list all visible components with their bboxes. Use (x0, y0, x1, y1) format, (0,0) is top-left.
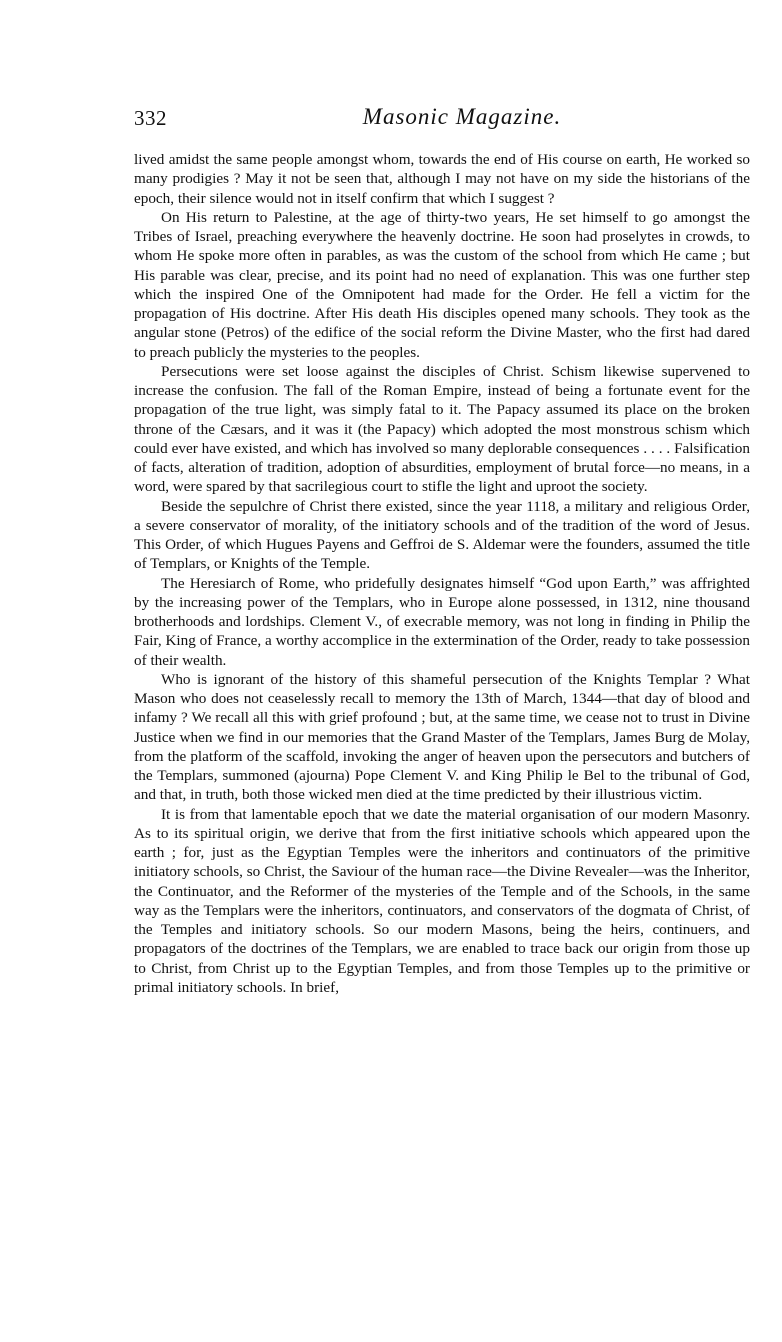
page-number: 332 (134, 106, 167, 130)
paragraph: It is from that lamentable epoch that we date the material organisation of our modern Masonry. As to its spiritual origin, we derive that from the first initiative schools which appeared upon the earth ; for, just as the Egyptian Temples were the inheritors and continuators of the primitive initiatory schools, so Christ, the Saviour of the human race—the Divine Revealer—was the Inheritor, the Continuator, and the Reformer of the mysteries of the Temple and of the Schools, in the same way as the Templars were the inheritors, continuators, and conservators of the dogmata of Christ, of the Temples and initiatory schools. So our modern Masons, being the heirs, continuers, and propagators of the doctrines of the Templars, we are enabled to trace back our origin from those up to Christ, from Christ up to the Egyptian Temples, and from those Temples up to the primitive or primal initiatory schools. In brief, (134, 805, 750, 996)
paragraph: On His return to Palestine, at the age of thirty-two years, He set himself to go amongst the Tribes of Israel, preaching everywhere the heavenly doctrine. He soon had proselytes in crowds, to whom He spoke more often in parables, as was the custom of the school from which He came ; but His parable was clear, precise, and its point had no need of explanation. This was one further step which the inspired One of the Omnipotent had made for the Order. He fell a victim for the propagation of His doctrine. After His death His disciples opened many schools. They took as the angular stone (Petros) of the edifice of the social reform the Divine Master, who the first had dared to preach publicly the mysteries to the peoples. (134, 208, 750, 361)
page-header (134, 100, 750, 136)
paragraph: Persecutions were set loose against the disciples of Christ. Schism likewise supervened to increase the confusion. The fall of the Roman Empire, instead of being a fortunate event for the propagation of the true light, was simply fatal to it. The Papacy assumed its place on the broken throne of the Cæsars, and it was it (the Papacy) which adopted the most monstrous schism which could ever have existed, and which has involved so many deplorable consequences . . . . Falsification of facts, alteration of tradition, adoption of absurdities, employment of brutal force—no means, in a word, were spared by that sacrilegious court to stifle the light and uproot the society. (134, 362, 750, 496)
running-title: Masonic Magazine. (362, 104, 562, 129)
paragraph: lived amidst the same people amongst whom, towards the end of His course on earth, He worked so many prodigies ? May it not be seen that, although I may not have on my side the historians of the epoch, their silence would not in itself confirm that which I suggest ? (134, 151, 750, 207)
paragraph: Beside the sepulchre of Christ there existed, since the year 1118, a military and religious Order, a severe conservator of morality, of the initiatory schools and of the tradition of the word of Jesus. This Order, of which Hugues Payens and Geffroi de S. Aldemar were the founders, assumed the title of Templars, or Knights of the Temple. (134, 497, 750, 573)
article-body (134, 150, 750, 997)
paragraph: Who is ignorant of the history of this shameful persecution of the Knights Templar ? What Mason who does not ceaselessly recall to memory the 13th of March, 1344—that day of blood and infamy ? We recall all this with grief profound ; but, at the same time, we cease not to trust in Divine Justice when we find in our memories that the Grand Master of the Templars, James Burg de Molay, from the platform of the scaffold, invoking the anger of heaven upon the persecutors and butchers of the Templars, summoned (ajourna) Pope Clement V. and King Philip le Bel to the tribunal of God, and that, in truth, both those wicked men died at the time predicted by their illustrious victim. (134, 670, 750, 804)
paragraph: The Heresiarch of Rome, who pridefully designates himself “God upon Earth,” was affrighted by the increasing power of the Templars, who in Europe alone possessed, in 1312, nine thousand brotherhoods and lordships. Clement V., of execrable memory, was not long in finding in Philip the Fair, King of France, a worthy accomplice in the extermination of the Order, ready to take possession of their wealth. (134, 574, 750, 669)
